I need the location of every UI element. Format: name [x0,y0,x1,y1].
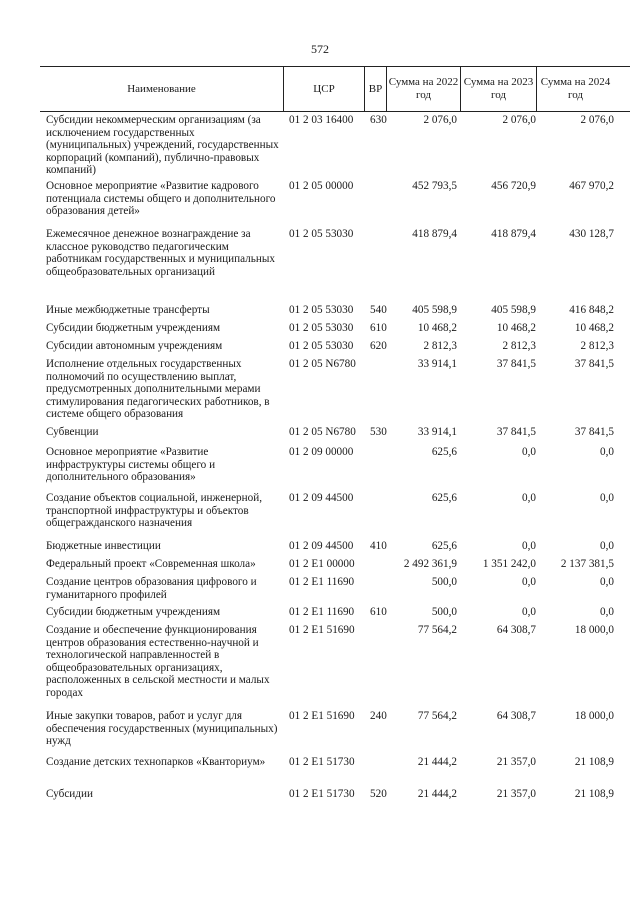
row-sum-2023: 64 308,7 [496,710,536,722]
row-name: Создание центров образования цифрового и гуманитарного профилей [46,576,257,601]
row-sum-2024: 467 970,2 [569,180,614,192]
row-sum-2024: 37 841,5 [574,358,614,370]
row-sum-2022: 2 812,3 [423,340,457,352]
row-sum-2022: 418 879,4 [412,228,457,240]
row-sum-2024: 0,0 [600,540,614,552]
row-name: Федеральный проект «Современная школа» [46,558,256,570]
row-csr: 01 2 E1 51730 [289,756,355,768]
row-csr: 01 2 05 53030 [289,228,354,240]
row-csr: 01 2 03 16400 [289,114,354,126]
row-sum-2024: 21 108,9 [574,788,614,800]
row-sum-2024: 21 108,9 [574,756,614,768]
row-vr: 540 [370,304,387,316]
row-name: Иные межбюджетные трансферты [46,304,210,316]
row-vr: 530 [370,426,387,438]
row-sum-2023: 456 720,9 [491,180,536,192]
row-csr: 01 2 E1 00000 [289,558,355,570]
row-csr: 01 2 05 N6780 [289,358,356,370]
row-csr: 01 2 05 N6780 [289,426,356,438]
row-sum-2023: 64 308,7 [496,624,536,636]
row-sum-2023: 37 841,5 [496,426,536,438]
page-number: 572 [311,42,329,56]
row-csr: 01 2 09 44500 [289,492,354,504]
row-sum-2024: 416 848,2 [569,304,614,316]
row-vr: 610 [370,322,387,334]
row-sum-2023: 0,0 [522,540,536,552]
row-name: Субсидии [46,788,93,800]
row-name: Субсидии автономным учреждениям [46,340,223,352]
row-sum-2022: 625,6 [431,446,457,458]
row-sum-2022: 625,6 [431,540,457,552]
row-sum-2023: 418 879,4 [491,228,536,240]
row-sum-2024: 18 000,0 [574,710,614,722]
row-vr: 630 [370,114,387,126]
row-csr: 01 2 05 00000 [289,180,354,192]
header-sum-2022: Сумма на 2022 год [386,67,460,111]
row-sum-2024: 2 137 381,5 [560,558,614,570]
row-sum-2022: 625,6 [431,492,457,504]
row-sum-2024: 37 841,5 [574,426,614,438]
header-name: Наименование [127,82,196,95]
header-sum-2024: Сумма на 2024 год [536,67,614,111]
row-csr: 01 2 05 53030 [289,322,354,334]
row-name: Субсидии бюджетным учреждениям [46,606,221,618]
header-csr: ЦСР [283,67,364,111]
row-sum-2023: 0,0 [522,446,536,458]
row-csr: 01 2 05 53030 [289,340,354,352]
row-name: Субвенции [46,426,99,438]
row-csr: 01 2 E1 51730 [289,788,355,800]
row-sum-2022: 33 914,1 [417,358,457,370]
row-sum-2023: 0,0 [522,576,536,588]
row-csr: 01 2 E1 51690 [289,624,355,636]
row-csr: 01 2 09 44500 [289,540,354,552]
row-sum-2022: 500,0 [431,606,457,618]
row-name: Создание и обеспечение функционирования центров образования естественно-научной и технологической направленностей в общеобразовательных организациях, расположенных в сельской местности и малых городах [46,624,270,699]
row-vr: 410 [370,540,387,552]
header-sum-2023: Сумма на 2023 год [460,67,536,111]
row-name: Основное мероприятие «Развитие инфраструктуры системы общего и дополнительного образования» [46,446,216,484]
row-sum-2024: 18 000,0 [574,624,614,636]
row-sum-2022: 500,0 [431,576,457,588]
row-sum-2022: 77 564,2 [417,710,457,722]
row-sum-2023: 405 598,9 [491,304,536,316]
row-sum-2023: 21 357,0 [496,756,536,768]
header-vr: ВР [364,67,386,111]
row-sum-2022: 405 598,9 [412,304,457,316]
row-sum-2024: 430 128,7 [569,228,614,240]
row-vr: 620 [370,340,387,352]
row-name: Бюджетные инвестиции [46,540,161,552]
row-sum-2024: 10 468,2 [574,322,614,334]
row-name: Субсидии бюджетным учреждениям [46,322,221,334]
row-name: Создание детских технопарков «Кванториум» [46,756,266,768]
row-name: Ежемесячное денежное вознаграждение за классное руководство педагогическим работникам государственных и муниципальных общеобразовательных организаций [46,228,275,278]
row-sum-2023: 1 351 242,0 [482,558,536,570]
row-sum-2023: 37 841,5 [496,358,536,370]
row-sum-2024: 0,0 [600,446,614,458]
row-sum-2022: 2 076,0 [423,114,457,126]
row-vr: 610 [370,606,387,618]
row-name: Создание объектов социальной, инженерной, транспортной инфраструктуры и объектов общегражданского назначения [46,492,263,530]
row-csr: 01 2 E1 11690 [289,576,355,588]
row-csr: 01 2 05 53030 [289,304,354,316]
row-name: Субсидии некоммерческим организациям (за исключением государственных (муниципальных) учреждений, государственных корпораций (компаний), публично-правовых компаний) [46,114,279,177]
row-sum-2022: 21 444,2 [417,756,457,768]
row-sum-2022: 452 793,5 [412,180,457,192]
table-header [40,66,630,112]
row-sum-2022: 10 468,2 [417,322,457,334]
row-name: Основное мероприятие «Развитие кадрового потенциала системы общего и дополнительного образования детей» [46,180,276,218]
row-sum-2024: 0,0 [600,576,614,588]
row-sum-2022: 2 492 361,9 [403,558,457,570]
row-sum-2023: 0,0 [522,492,536,504]
row-csr: 01 2 E1 11690 [289,606,355,618]
row-sum-2024: 0,0 [600,606,614,618]
row-sum-2023: 0,0 [522,606,536,618]
row-name: Иные закупки товаров, работ и услуг для обеспечения государственных (муниципальных) нужд [46,710,278,748]
row-sum-2022: 77 564,2 [417,624,457,636]
row-sum-2024: 2 812,3 [580,340,614,352]
row-sum-2022: 33 914,1 [417,426,457,438]
row-sum-2023: 2 076,0 [502,114,536,126]
row-sum-2023: 21 357,0 [496,788,536,800]
row-sum-2023: 10 468,2 [496,322,536,334]
row-csr: 01 2 E1 51690 [289,710,355,722]
row-csr: 01 2 09 00000 [289,446,354,458]
row-sum-2024: 2 076,0 [580,114,614,126]
row-vr: 240 [370,710,387,722]
row-name: Исполнение отдельных государственных полномочий по осуществлению выплат, предусмотренных дополнительными мерами стимулирования педагогических работников, в системе общего образования [46,358,270,421]
row-sum-2024: 0,0 [600,492,614,504]
row-sum-2023: 2 812,3 [502,340,536,352]
row-vr: 520 [370,788,387,800]
row-sum-2022: 21 444,2 [417,788,457,800]
